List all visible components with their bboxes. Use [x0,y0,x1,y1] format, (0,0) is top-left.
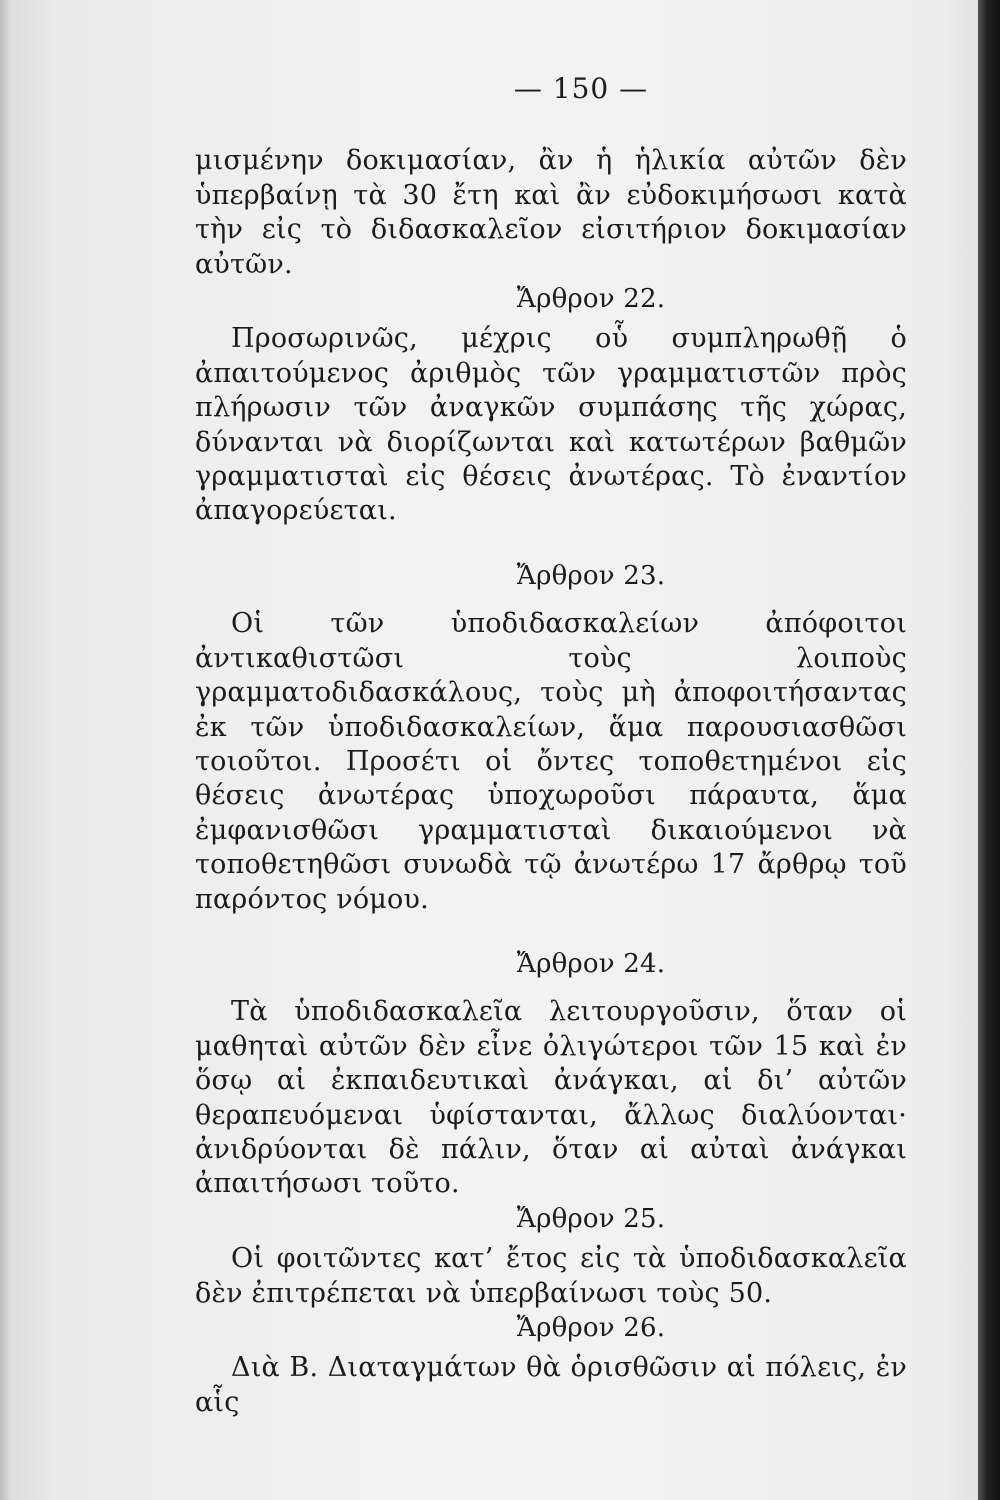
article-23-text: Οἱ τῶν ὑποδιδασκαλείων ἀπόφοιτοι ἀντικαθιστῶσι τοὺς λοιποὺς γραμματοδιδασκάλους, τοὺς μὴ ἀποφοιτήσαντας ἐκ τῶν ὑποδιδασκαλείων, ἅμα παρουσιασθῶσι τοιοῦτοι. Προσέτι οἱ ὄντες τοποθετημένοι εἰς θέσεις ἀνωτέρας ὑποχωροῦσι πάραυτα, ἅμα ἐμφανισθῶσι γραμματισταὶ δικαιούμενοι νὰ τοποθετηθῶσι συνωδὰ τῷ ἀνωτέρω 17 ἄρθρῳ τοῦ παρόντος νόμου. [195,608,907,915]
page-gutter-shadow [0,0,10,1500]
page-number: — 150 — [513,72,649,105]
article-heading-24: Ἄρθρον 24. [516,948,666,979]
article-26-text: Διὰ Β. Διαταγμάτων θὰ ὁρισθῶσιν αἱ πόλεις, ἐν αἷς [195,1352,907,1418]
article-25-text: Οἱ φοιτῶντες κατ’ ἔτος εἰς τὰ ὑποδιδασκαλεῖα δὲν ἐπιτρέπεται νὰ ὑπερβαίνωσι τοὺς 50. [195,1243,907,1309]
scan-dark-edge [978,0,1000,1500]
article-heading-26: Ἄρθρον 26. [516,1313,666,1343]
article-24-text: Τὰ ὑποδιδασκαλεῖα λειτουργοῦσιν, ὅταν οἱ μαθηταὶ αὐτῶν δὲν εἶνε ὀλιγώτεροι τῶν 15 καὶ ἐν ὅσῳ αἱ ἐκπαιδευτικαὶ ἀνάγκαι, αἱ δι’ αὐτῶν θεραπευόμεναι ὑφίστανται, ἄλλως διαλύονται· ἀνιδρύονται δὲ πάλιν, ὅταν αἱ αὐταὶ ἀνάγκαι ἀπαιτήσωσι τοῦτο. [195,996,907,1200]
paragraph-continuation: μισμένην δοκιμασίαν, ἂν ἡ ἡλικία αὐτῶν δὲν ὑπερβαίνῃ τὰ 30 ἔτη καὶ ἂν εὐδοκιμήσωσι κατὰ τὴν εἰς τὸ διδασκαλεῖον εἰσιτήριον δοκιμασίαν αὐτῶν. [195,145,907,280]
article-heading-23: Ἄρθρον 23. [516,560,666,591]
article-heading-22: Ἄρθρον 22. [516,284,666,315]
page-content [195,72,907,1420]
article-22-text: Προσωρινῶς, μέχρις οὗ συμπληρωθῇ ὁ ἀπαιτούμενος ἀριθμὸς τῶν γραμματιστῶν πρὸς πλήρωσιν τῶν ἀναγκῶν συμπάσης τῆς χώρας, δύνανται νὰ διορίζωνται καὶ κατωτέρων βαθμῶν γραμματισταὶ εἰς θέσεις ἀνωτέρας. Τὸ ἐναντίον ἀπαγορεύεται. [195,323,907,527]
article-heading-25: Ἄρθρον 25. [516,1203,666,1234]
